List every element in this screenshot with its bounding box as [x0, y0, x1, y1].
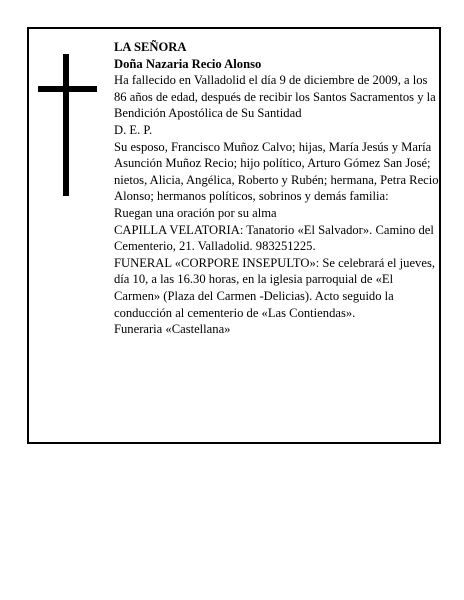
chapel-info: CAPILLA VELATORIA: Tanatorio «El Salvador». Camino del Cementerio, 21. Valladolid. 983251225.	[114, 222, 434, 254]
funeral-info: FUNERAL «CORPORE INSEPULTO»: Se celebrará el jueves, día 10, a las 16.30 horas, en la iglesia parroquial de «El Carmen» (Plaza del Carmen -Delicias). Acto seguido la conducción al cementerio de «Las Contiendas».	[114, 255, 435, 320]
cross-horizontal-bar	[38, 86, 97, 92]
prayer-request: Ruegan una oración por su alma	[114, 205, 277, 220]
death-notice: Ha fallecido en Valladolid el día 9 de diciembre de 2009, a los 86 años de edad, después de recibir los Santos Sacramentos y la Bendición Apostólica de Su Santidad	[114, 73, 436, 121]
dep-text: D. E. P.	[114, 122, 153, 137]
deceased-name: Doña Nazaria Recio Alonso	[114, 56, 262, 71]
obituary-heading: LA SEÑORA	[114, 40, 187, 54]
funeral-home: Funeraria «Castellana»	[114, 322, 231, 337]
obituary-text	[114, 39, 439, 338]
family-list: Su esposo, Francisco Muñoz Calvo; hijas, María Jesús y María Asunción Muñoz Recio; hijo político, Arturo Gómez San José; nietos, Alicia, Angélica, Roberto y Rubén; hermana, Petra Recio Alonso; hermanos políticos, sobrinos y demás familia:	[114, 139, 439, 204]
cross-vertical-bar	[63, 54, 69, 196]
